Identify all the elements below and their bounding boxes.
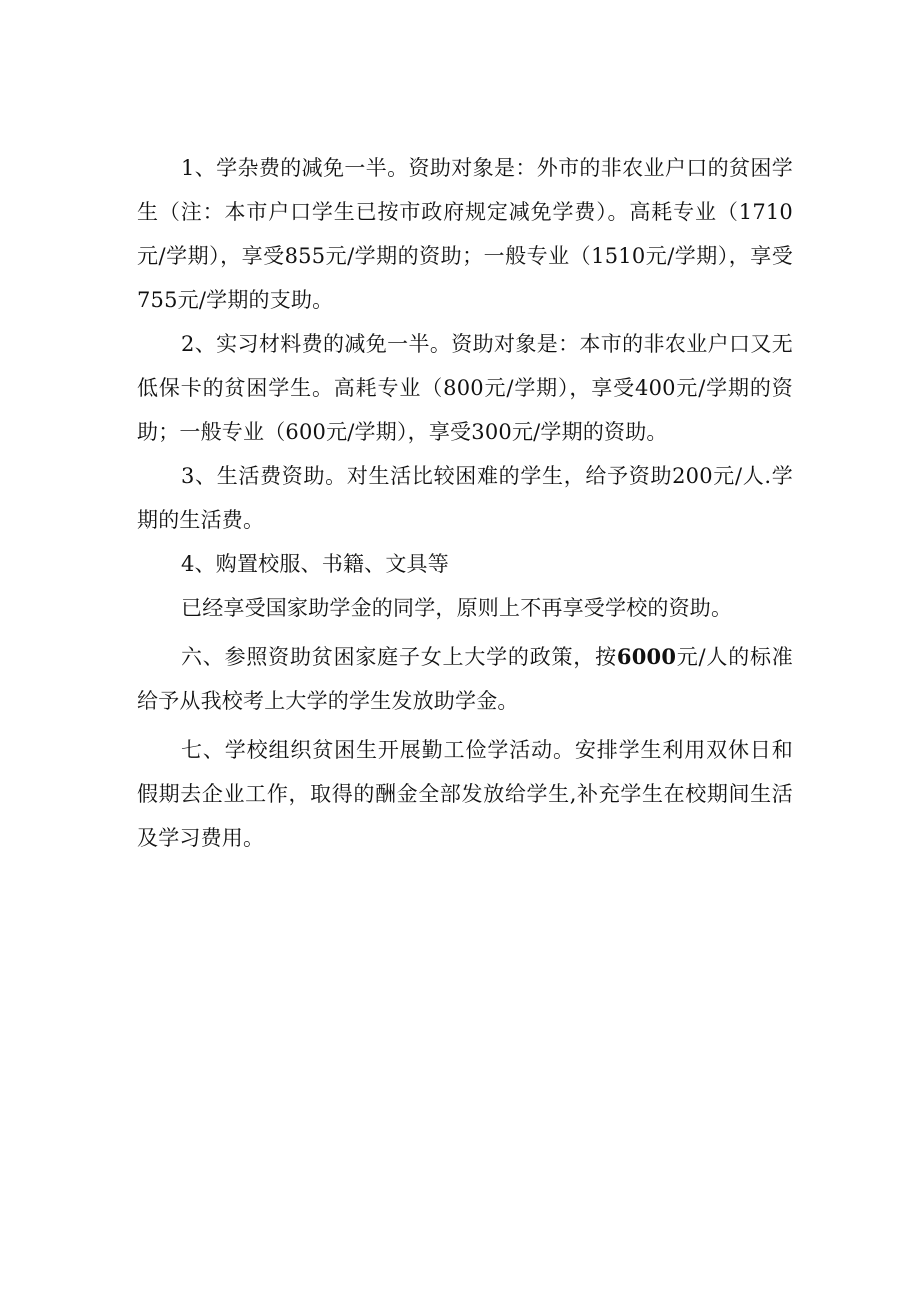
- paragraph-tuition-reduction: 1、学杂费的减免一半。资助对象是：外市的非农业户口的贫困学生（注：本市户口学生已按市政府规定减免学费）。高耗专业（1710元/学期），享受855元/学期的资助；一般专业（1510元/学期），享受755元/学期的支助。: [137, 156, 793, 312]
- paragraph-university-grant: [137, 635, 793, 723]
- grant-amount: 6000: [616, 644, 677, 669]
- paragraph-uniform-books: 4、购置校服、书籍、文具等: [181, 552, 449, 576]
- document-body: [137, 146, 793, 860]
- paragraph-material-fee-reduction: 2、实习材料费的减免一半。资助对象是：本市的非农业户口又无低保卡的贫困学生。高耗专业（800元/学期），享受400元/学期的资助；一般专业（600元/学期），享受300元/学期的资助。: [137, 332, 793, 444]
- paragraph-work-study: 七、学校组织贫困生开展勤工俭学活动。安排学生利用双休日和假期去企业工作，取得的酬金全部发放给学生,补充学生在校期间生活及学习费用。: [137, 738, 793, 850]
- paragraph-national-grant-note: 已经享受国家助学金的同学，原则上不再享受学校的资助。: [181, 596, 733, 620]
- paragraph-university-grant-tail: 元/人的标准给予从我校考上大学的学生发放助学金。: [137, 645, 794, 713]
- paragraph-living-allowance: 3、生活费资助。对生活比较困难的学生，给予资助200元/人.学期的生活费。: [137, 464, 793, 532]
- paragraph-university-grant-lead: 六、参照资助贫困家庭子女上大学的政策，按: [181, 645, 617, 669]
